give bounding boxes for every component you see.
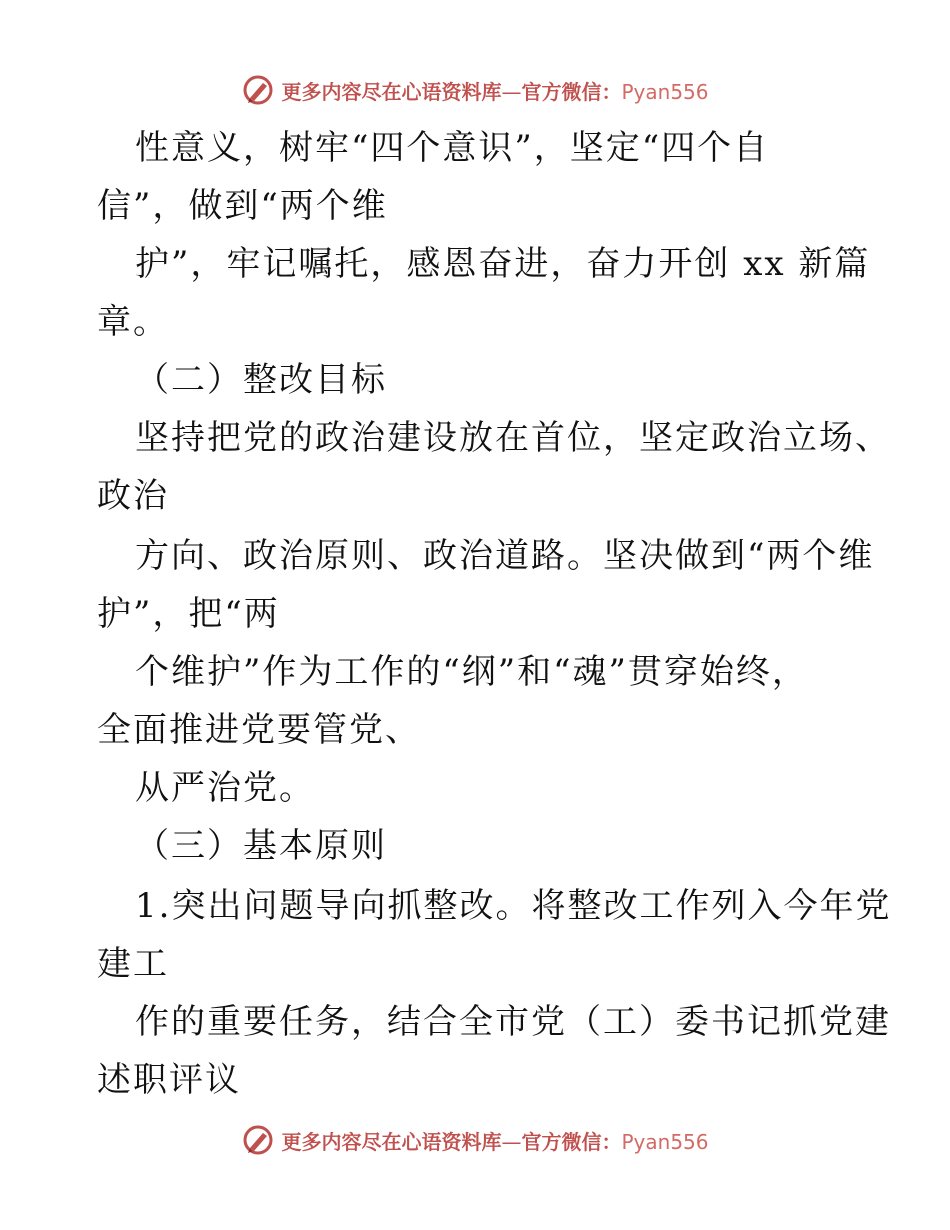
watermark-separator: — [501,1129,522,1154]
watermark-main: 更多内容尽在心语资料库 [281,79,502,104]
watermark-suffix: 官方微信： [521,1129,622,1154]
body-line: 1.突出问题导向抓整改。将整改工作列入今年党 [135,886,892,926]
body-line: 从严治党。 [135,768,315,808]
watermark-footer [0,1120,950,1160]
body-line: 护”，把“两 [97,594,280,634]
watermark-id: Pyan556 [621,1129,709,1154]
body-line: 政治 [97,476,169,516]
body-line: 信”，做到“两个维 [97,186,388,226]
body-line: 建工 [97,944,169,984]
watermark-suffix: 官方微信： [521,79,622,104]
body-line: 护”，牢记嘱托，感恩奋进，奋力开创 xx 新篇 [135,244,871,284]
body-line: 作的重要任务，结合全市党（工）委书记抓党建 [135,1002,891,1042]
watermark-text [281,1126,708,1155]
watermark-main: 更多内容尽在心语资料库 [281,1129,502,1154]
pen-logo-icon [241,1123,275,1157]
body-line: 述职评议 [97,1060,241,1100]
body-line: 全面推进党要管党、 [97,710,421,750]
watermark-separator: — [501,79,522,104]
body-line: 性意义，树牢“四个意识”，坚定“四个自 [135,128,770,168]
section-heading: （三）基本原则 [135,826,387,866]
body-line: 个维护”作为工作的“纲”和“魂”贯穿始终， [135,652,808,692]
watermark-id: Pyan556 [621,79,709,104]
body-line: 章。 [97,302,169,342]
section-heading: （二）整改目标 [135,360,387,400]
body-line: 方向、政治原则、政治道路。坚决做到“两个维 [135,536,875,576]
body-line: 坚持把党的政治建设放在首位，坚定政治立场、 [135,418,891,458]
